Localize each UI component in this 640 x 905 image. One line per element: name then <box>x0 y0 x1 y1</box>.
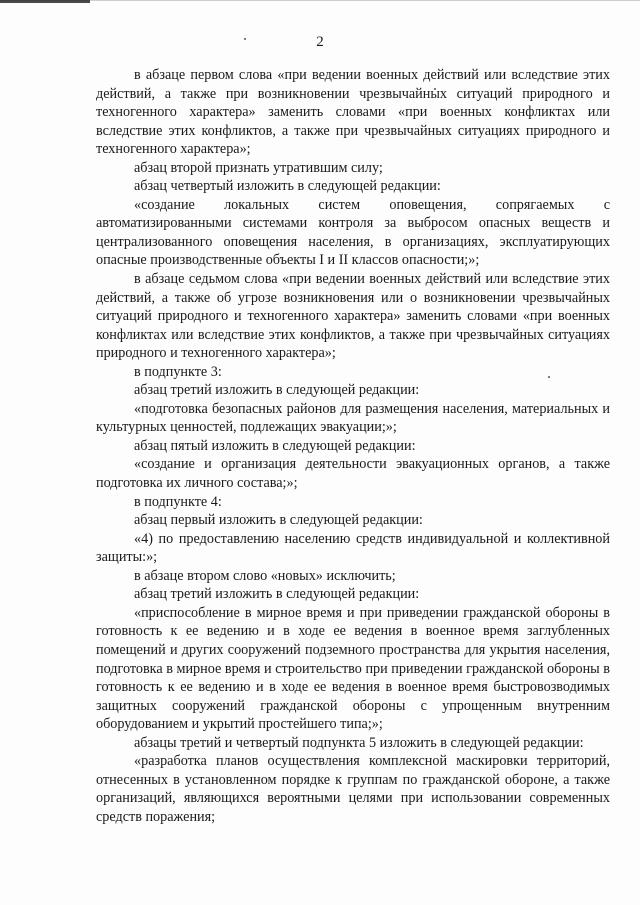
paragraph: «подготовка безопасных районов для размещения населения, материальных и культурных ценностей, подлежащих эвакуации;»; <box>96 400 610 436</box>
paragraph: «создание и организация деятельности эвакуационных органов, а также подготовка их личного состава;»; <box>96 456 610 492</box>
paragraph: в подпункте 3: <box>134 363 222 380</box>
paragraph: абзац пятый изложить в следующей редакции: <box>134 437 416 454</box>
paragraph: «разработка планов осуществления комплексной маскировки территорий, отнесенных в установленном порядке к группам по гражданской обороне, а также организаций, являющихся вероятными целями при использовании современных средств поражения; <box>96 753 610 825</box>
document-body <box>96 66 610 826</box>
paragraph: абзац второй признать утратившим силу; <box>134 159 383 176</box>
paragraph: абзац четвертый изложить в следующей редакции: <box>134 178 441 195</box>
paragraph: в абзаце седьмом слова «при ведении военных действий или вследствие этих действий, а также об угрозе возникновения или о возникновении чрезвычайных ситуаций природного и техногенного характера» заменить словами «при военных конфликтах или вследствие этих конфликтов, а также при чрезвычайных ситуациях природного и техногенного характера»; <box>96 271 610 362</box>
paragraph: в подпункте 4: <box>134 493 222 510</box>
paragraph: «приспособление в мирное время и при приведении гражданской обороны в готовность к ее ведению и в ходе ее ведения в военное время заглубленных помещений и других сооружений подземного пространства для укрытия населения, подготовка в мирное время и строительство при приведении гражданской обороны в готовность к ее ведению и в ходе ее ведения в военное время быстровозводимых защитных сооружений гражданской обороны с упрощенным внутренним оборудованием и укрытий простейшего типа;»; <box>96 604 610 733</box>
scan-corner-mark <box>0 0 90 3</box>
paragraph: в абзаце втором слово «новых» исключить; <box>134 567 396 584</box>
paragraph: «4) по предоставлению населению средств индивидуальной и коллективной защиты:»; <box>96 530 610 566</box>
paragraph: абзац третий изложить в следующей редакции: <box>134 586 420 603</box>
paragraph: абзац третий изложить в следующей редакции: <box>134 382 420 399</box>
page-number: 2 <box>316 34 324 50</box>
paragraph: в абзаце первом слова «при ведении военных действий или вследствие этих действий, а также при возникновении чрезвычайных ситуаций природного и техногенного характера» заменить словами «при военных конфликтах или вследствие этих конфликтов, а также при чрезвычайных ситуациях природного и техногенного характера»; <box>96 67 610 158</box>
paragraph: абзац первый изложить в следующей редакции: <box>134 512 423 529</box>
paragraph: «создание локальных систем оповещения, сопрягаемых с автоматизированными системами контроля за выбросом опасных веществ и централизованного оповещения населения, в организациях, эксплуатирующих опасные производственные объекты I и II классов опасности;»; <box>96 196 610 269</box>
paragraph: абзацы третий и четвертый подпункта 5 изложить в следующей редакции: <box>134 734 584 751</box>
scan-top-edge <box>0 0 640 1</box>
